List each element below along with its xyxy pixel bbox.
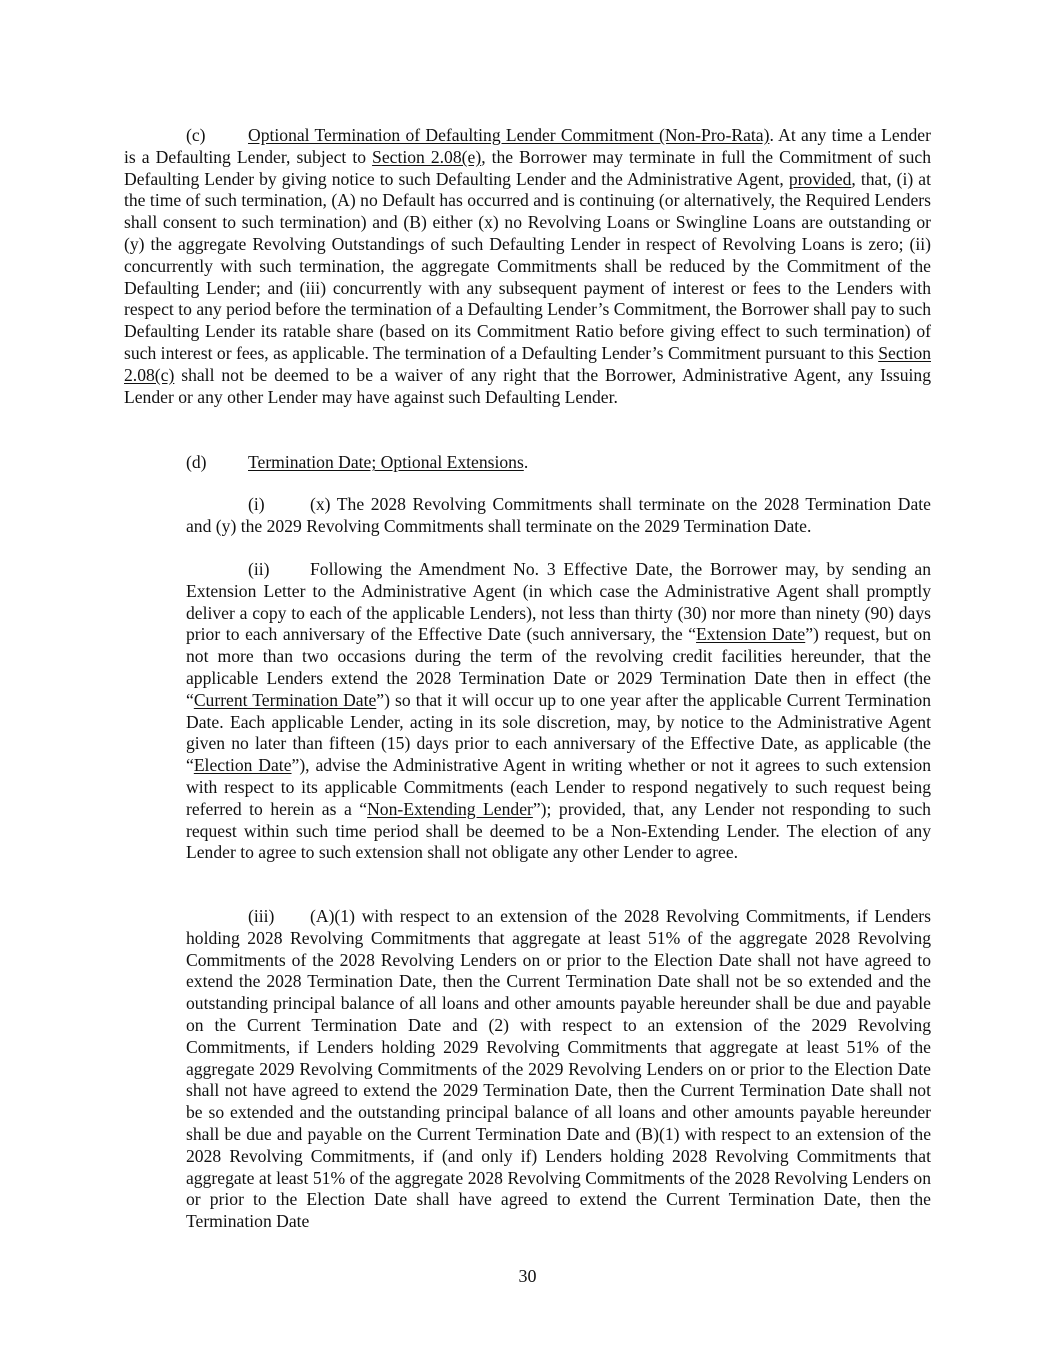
non-extending-lender-term: Non-Extending Lender (367, 798, 533, 819)
paragraph-c (124, 125, 931, 408)
page-number: 30 (518, 1266, 537, 1286)
paragraph-c-title: Optional Termination of Defaulting Lender Commitment (Non-Pro-Rata) (248, 125, 770, 145)
paragraph-ii-text-4: ”), advise the Administrative Agent in writing whether or not it agrees to such extension with respect to its applicable Commitments (each Lender to respond negatively to such request being referred to herein as a “ (186, 755, 932, 819)
paragraph-c-text-4: shall not be deemed to be a waiver of any right that the Borrower, Administrative Agent, any Issuing Lender or any other Lender may have against such Defaulting Lender. (124, 364, 931, 407)
extension-date-term: Extension Date (696, 624, 806, 645)
provided-term: provided (788, 168, 852, 189)
paragraph-d-tail: . (523, 452, 529, 472)
paragraph-c-text-2: , the Borrower may terminate in full the Commitment of such Defaulting Lender by giving notice to such Defaulting Lender and the Administrative Agent, (124, 146, 931, 189)
election-date-term: Election Date (193, 755, 292, 776)
paragraph-i-text: (x) The 2028 Revolving Commitments shall terminate on the 2028 Termination Date and (y) the 2029 Revolving Commitments shall terminate on the 2029 Termination Date. (186, 494, 931, 536)
paragraph-ii-text-2: ”) request, but on not more than two occasions during the term of the revolving credit facilities hereunder, that the applicable Lenders extend the 2028 Termination Date or 2029 Termination Date then in effect (the “ (186, 624, 931, 710)
section-2-08c-reference: Section 2.08(c) (124, 342, 931, 385)
paragraph-iii (186, 906, 931, 1233)
paragraph-i-label: (i) (248, 494, 265, 514)
paragraph-c-text-1: . At any time a Lender is a Defaulting Lender, subject to (124, 125, 931, 167)
paragraph-d-title: Termination Date; Optional Extensions (248, 452, 524, 472)
paragraph-iii-text: (A)(1) with respect to an extension of the 2028 Revolving Commitments, if Lenders holding 2028 Revolving Commitments that aggregate at least 51% of the aggregate 2028 Revolving Commitments of the 2028 Revolving Lenders on or prior to the Election Date shall not have agreed to extend the 2028 Termination Date, then the Current Termination Date shall not be so extended and the outstanding principal balance of all loans and other amounts payable hereunder shall be due and payable on the Current Termination Date and (2) with respect to an extension of the 2029 Revolving Commitments, if Lenders holding 2029 Revolving Commitments that aggregate at least 51% of the aggregate 2029 Revolving Commitments of the 2029 Revolving Lenders on or prior to the Election Date shall not have agreed to extend the 2029 Termination Date, then the Current Termination Date shall not be so extended and the outstanding principal balance of all loans and other amounts payable hereunder shall be due and payable on the Current Termination Date and (B)(1) with respect to an extension of the 2028 Revolving Commitments, if (and only if) Lenders holding 2028 Revolving Commitments that aggregate at least 51% of the aggregate 2028 Revolving Commitments of the 2028 Revolving Lenders on or prior to the Election Date shall have agreed to extend the Current Termination Date, then the Termination Date (186, 906, 931, 1232)
paragraph-ii-text-5: ”); provided, that, any Lender not responding to such request within such time period shall be deemed to be a Non-Extending Lender. The election of any Lender to agree to such extension shall not obligate any other Lender to agree. (186, 798, 931, 863)
current-termination-date-term: Current Termination Date (193, 689, 377, 710)
paragraph-d-label: (d) (186, 452, 207, 472)
paragraph-ii-label: (ii) (248, 559, 270, 579)
paragraph-c-text-3: , that, (i) at the time of such termination, (A) no Default has occurred and is continuing (or alternatively, the Required Lenders shall consent to such termination) and (B) either (x) no Revolving Loans or Swingline Loans are outstanding or (y) the aggregate Revolving Outstandings of such Defaulting Lender in respect of Revolving Loans is zero; (ii) concurrently with such termination, the aggregate Commitments shall be reduced by the Commitment of the Defaulting Lender; and (iii) concurrently with any subsequent payment of interest or fees to the Lenders with respect to any period before the termination of a Defaulting Lender’s Commitment, the Borrower shall pay to such Defaulting Lender its ratable share (based on its Commitment Ratio before giving effect to such termination) of such interest or fees, as applicable. The termination of a Defaulting Lender’s Commitment pursuant to this (124, 168, 931, 363)
paragraph-iii-label: (iii) (248, 906, 275, 926)
paragraph-ii (186, 559, 931, 864)
paragraph-ii-text-1: Following the Amendment No. 3 Effective Date, the Borrower may, by sending an Extension Letter to the Administrative Agent (in which case the Administrative Agent shall promptly deliver a copy to each of the applicable Lenders), not less than thirty (30) nor more than ninety (90) days prior to each anniversary of the Effective Date (such anniversary, the “ (186, 559, 931, 645)
paragraph-i (186, 494, 931, 538)
paragraph-c-label: (c) (186, 125, 206, 145)
paragraph-d (186, 452, 931, 474)
paragraph-ii-text-3: ”) so that it will occur up to one year after the applicable Current Termination Date. Each applicable Lender, acting in its sole discretion, may, by notice to the Administrative Agent given no later than fifteen (15) days prior to each anniversary of the Effective Date, as applicable (the “ (186, 689, 931, 776)
section-2-08e-reference: Section 2.08(e) (372, 146, 482, 167)
